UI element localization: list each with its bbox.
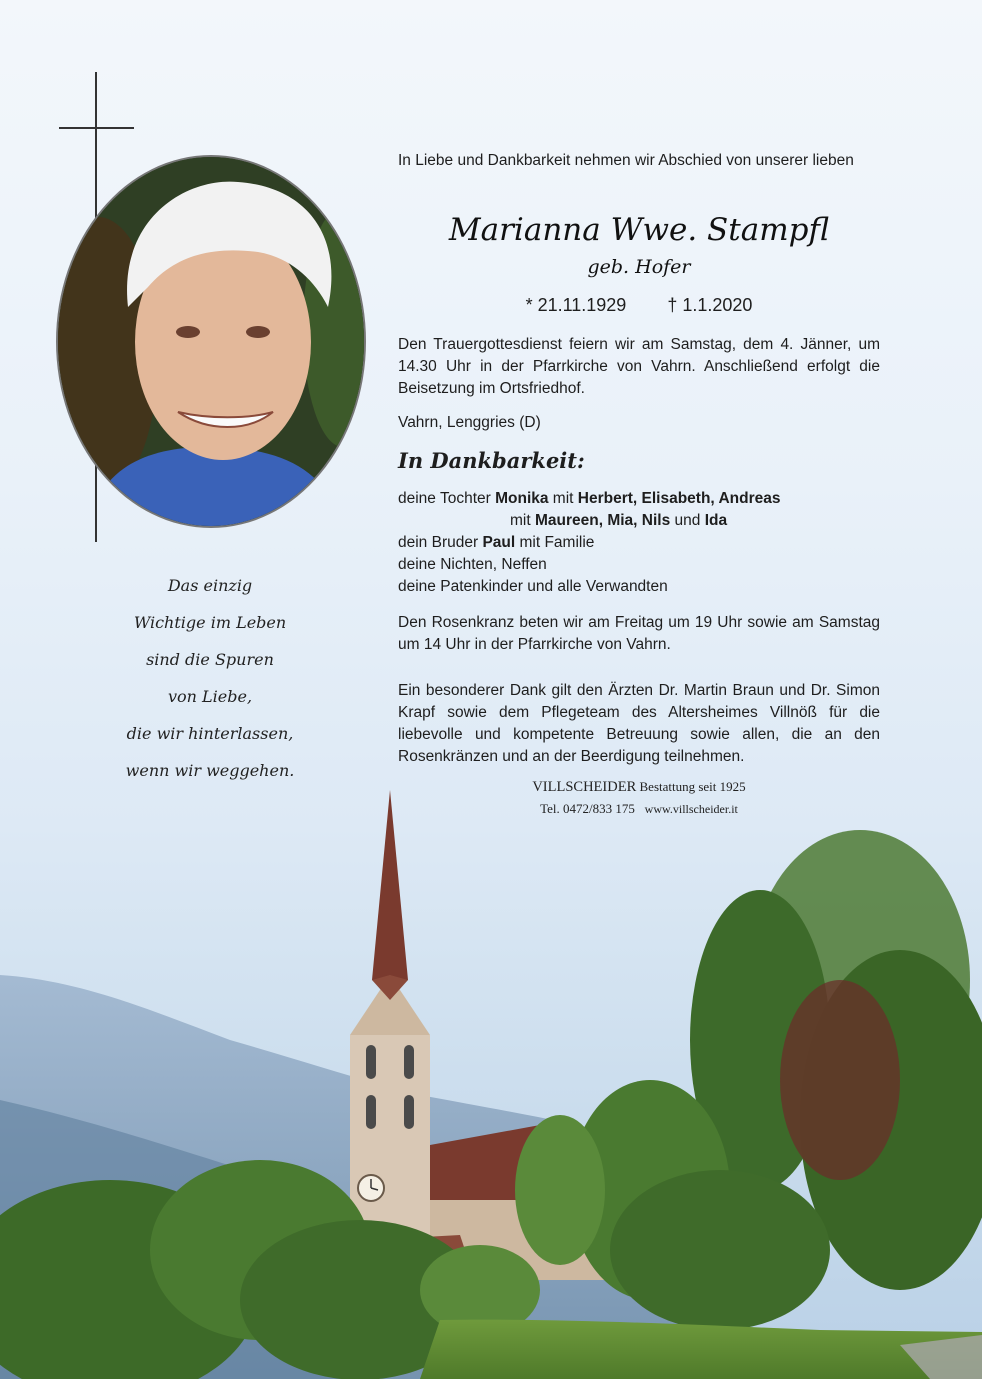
intro-text: In Liebe und Dankbarkeit nehmen wir Abschied von unserer lieben [398, 152, 854, 169]
mourner-line: mit Maureen, Mia, Nils und Ida [510, 512, 728, 529]
undertaker-contact [398, 798, 880, 820]
quote-line: wenn wir weggehen. [125, 761, 295, 780]
undertaker-line [398, 776, 880, 798]
undertaker-info [398, 776, 880, 820]
undertaker-tagline: Bestattung seit 1925 [636, 779, 746, 794]
mourner-line: deine Tochter Monika mit Herbert, Elisabeth, Andreas [398, 490, 781, 507]
quote-line: von Liebe, [167, 687, 253, 706]
meadow [420, 1320, 982, 1379]
gratitude-heading: In Dankbarkeit: [398, 448, 585, 473]
quote-line: die wir hinterlassen, [126, 724, 294, 743]
mourner-line: dein Bruder Paul mit Familie [398, 534, 595, 551]
quote-line: sind die Spuren [146, 650, 274, 669]
life-dates [398, 292, 880, 318]
mourner-line: deine Nichten, Neffen [398, 556, 547, 573]
memorial-quote [100, 567, 320, 789]
birth-date: * 21.11.1929 [525, 295, 627, 315]
maiden-name: geb. Hofer [587, 256, 691, 278]
quote-line: Wichtige im Leben [133, 613, 287, 632]
quote-line: Das einzig [167, 576, 253, 595]
obituary-text [398, 150, 880, 820]
mourner-line: deine Patenkinder und alle Verwandten [398, 578, 668, 595]
mourners-list [398, 488, 880, 598]
undertaker-name: VILLSCHEIDER [532, 779, 637, 795]
cross-horizontal-bar [59, 127, 134, 129]
place-names: Vahrn, Lenggries (D) [398, 414, 541, 431]
undertaker-website[interactable]: www.villscheider.it [644, 802, 738, 816]
death-date: † 1.1.2020 [667, 295, 753, 315]
portrait-photo [56, 155, 366, 528]
deceased-name: Marianna Wwe. Stampfl [448, 212, 830, 248]
rosary-text: Den Rosenkranz beten wir am Freitag um 19 Uhr sowie am Samstag um 14 Uhr in der Pfarrkirche von Vahrn. [398, 614, 880, 653]
special-thanks-text: Ein besonderer Dank gilt den Ärzten Dr. Martin Braun und Dr. Simon Krapf sowie dem Pflegeteam des Altersheimes Villnöß für die liebevolle und kompetente Betreuung sowie allen, die an den Rosenkränzen und an der Beerdigung teilnehmen. [398, 682, 880, 765]
undertaker-phone: Tel. 0472/833 175 [540, 801, 635, 816]
funeral-service-text: Den Trauergottesdienst feiern wir am Samstag, dem 4. Jänner, um 14.30 Uhr in der Pfarrkirche von Vahrn. Anschließend erfolgt die Beisetzung im Ortsfriedhof. [398, 336, 880, 397]
